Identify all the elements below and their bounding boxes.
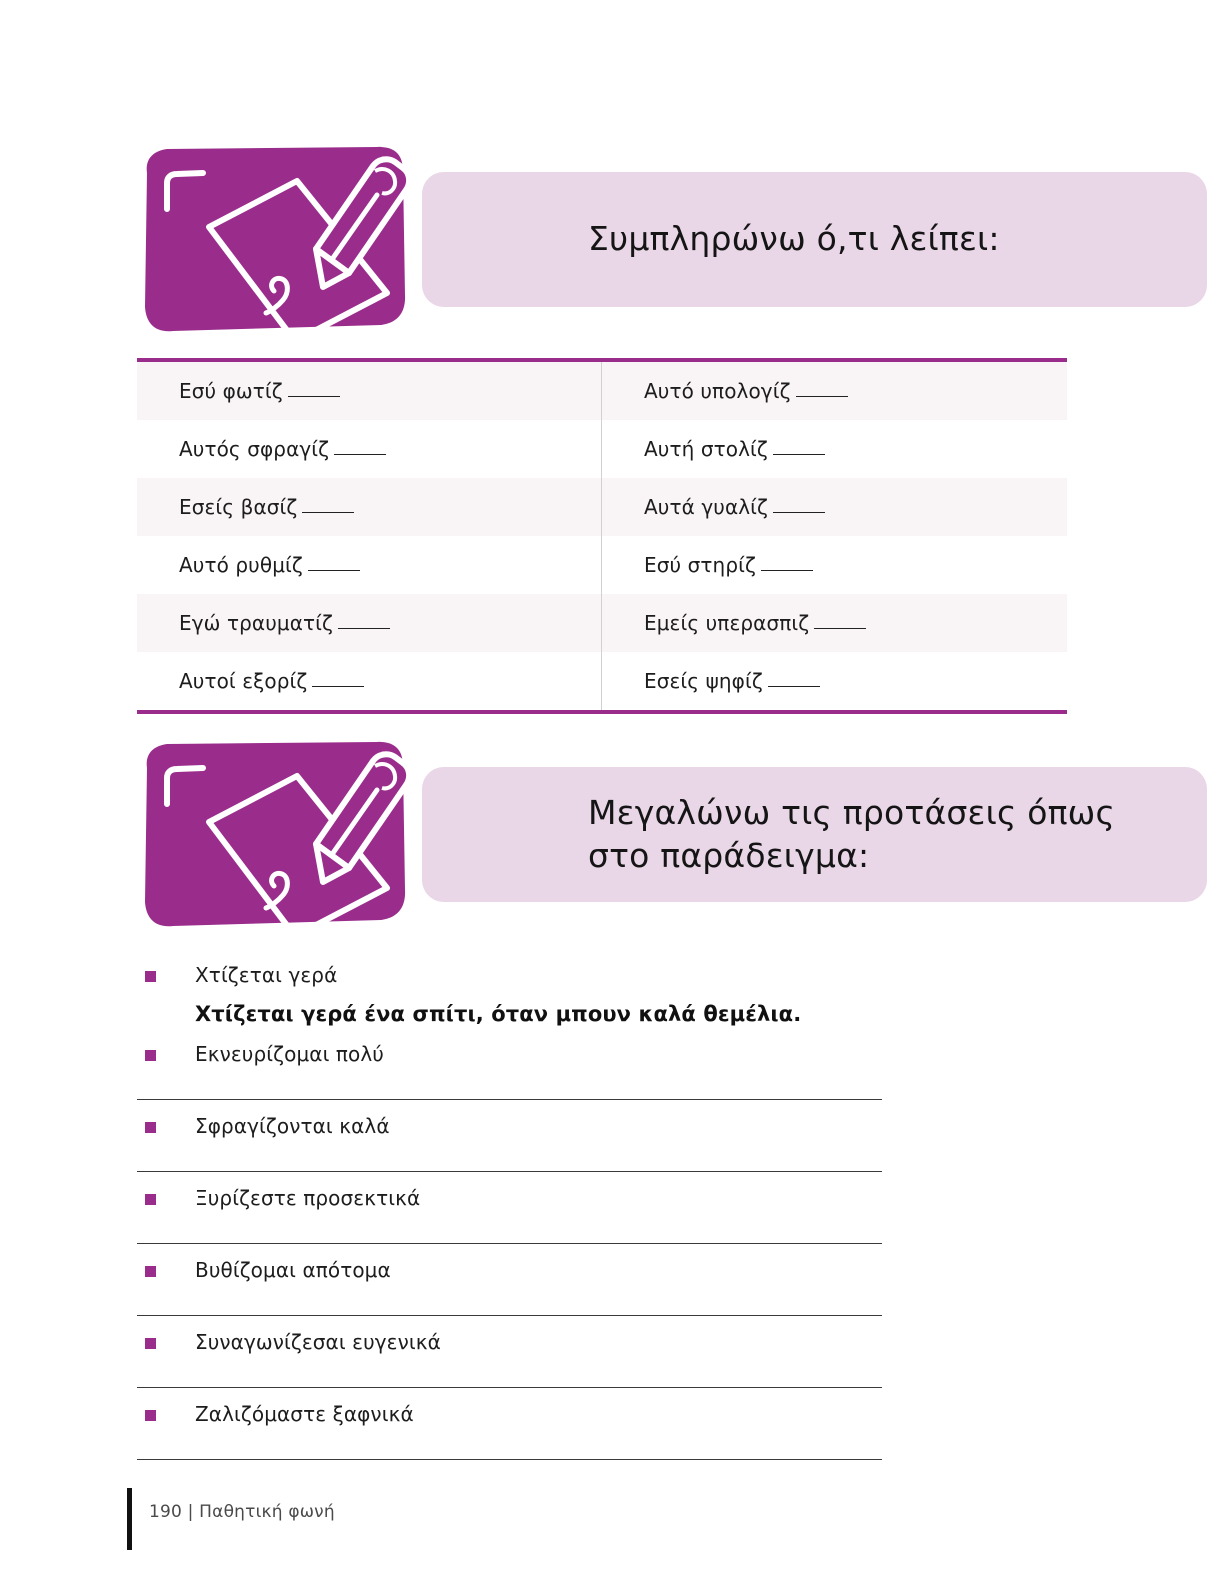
table-cell[interactable] — [137, 362, 602, 420]
list-item — [137, 963, 882, 1042]
table-cell[interactable] — [137, 478, 602, 536]
answer-line[interactable] — [137, 1387, 882, 1388]
fill-in-blank[interactable] — [334, 441, 386, 455]
answer-line[interactable] — [137, 1099, 882, 1100]
table-cell[interactable] — [602, 536, 1067, 594]
verb-prompt: Αυτό υπολογίζ — [644, 379, 791, 403]
table-cell[interactable] — [602, 478, 1067, 536]
verb-prompt: Αυτό ρυθμίζ — [179, 553, 303, 577]
list-item — [137, 1114, 882, 1172]
table-cell[interactable] — [602, 362, 1067, 420]
list-item — [137, 1186, 882, 1244]
section-banner-2 — [422, 767, 1207, 902]
footer-accent-bar — [127, 1488, 132, 1550]
table-row — [137, 478, 1067, 536]
table-cell[interactable] — [137, 594, 602, 652]
footer-label: 190 | Παθητική φωνή — [149, 1502, 335, 1522]
fill-in-blank[interactable] — [796, 383, 848, 397]
section-header-2 — [137, 740, 1116, 935]
table-row — [137, 652, 1067, 710]
section-banner-1 — [422, 172, 1207, 307]
spacer — [137, 1026, 882, 1042]
verb-prompt: Εσείς βασίζ — [179, 495, 298, 519]
exercise-prompt: Βυθίζομαι απότομα — [195, 1258, 391, 1282]
list-item — [137, 1402, 882, 1460]
list-item — [137, 1258, 882, 1316]
verb-prompt: Αυτή στολίζ — [644, 437, 768, 461]
fill-in-blank[interactable] — [302, 499, 354, 513]
fill-in-blank[interactable] — [768, 673, 820, 687]
page-footer — [127, 1488, 335, 1550]
fill-in-blank[interactable] — [761, 557, 813, 571]
verb-prompt: Αυτοί εξορίζ — [179, 669, 308, 693]
exercise-prompt: Ξυρίζεστε προσεκτικά — [195, 1186, 421, 1210]
table-cell[interactable] — [137, 536, 602, 594]
table-row — [137, 420, 1067, 478]
pencil-writing-on-paper-icon — [137, 740, 413, 936]
fill-in-blank[interactable] — [814, 615, 866, 629]
answer-line[interactable] — [137, 1171, 882, 1172]
exercise-prompt: Εκνευρίζομαι πολύ — [195, 1042, 384, 1066]
table-cell[interactable] — [602, 594, 1067, 652]
section-header-1 — [137, 145, 1067, 340]
fill-in-blank[interactable] — [312, 673, 364, 687]
answer-line[interactable] — [137, 1459, 882, 1460]
exercise-example-sentence: Χτίζεται γερά ένα σπίτι, όταν μπουν καλά θεμέλια. — [195, 1002, 802, 1026]
verb-prompt: Εγώ τραυματίζ — [179, 611, 333, 635]
bullet-square-icon — [145, 1410, 156, 1421]
answer-line[interactable] — [137, 1315, 882, 1316]
pencil-writing-on-paper-icon — [137, 145, 413, 341]
fill-in-blank[interactable] — [773, 499, 825, 513]
section-title-2: Μεγαλώνω τις προτάσεις όπως στο παράδειγμα: — [588, 793, 1116, 875]
exercise-prompt: Συναγωνίζεσαι ευγενικά — [195, 1330, 441, 1354]
fill-in-blank[interactable] — [773, 441, 825, 455]
list-item — [137, 1330, 882, 1388]
table-cell[interactable] — [602, 420, 1067, 478]
bullet-square-icon — [145, 1050, 156, 1061]
fill-in-blank[interactable] — [308, 557, 360, 571]
exercise-prompt: Σφραγίζονται καλά — [195, 1114, 390, 1138]
table-cell[interactable] — [602, 652, 1067, 710]
bullet-square-icon — [145, 1338, 156, 1349]
sentence-expansion-list — [137, 963, 882, 1460]
bullet-square-icon — [145, 1266, 156, 1277]
verb-prompt: Εμείς υπερασπιζ — [644, 611, 810, 635]
verb-prompt: Εσύ στηρίζ — [644, 553, 756, 577]
verb-fill-in-table — [137, 358, 1067, 714]
table-cell[interactable] — [137, 420, 602, 478]
section-title-1: Συμπληρώνω ό,τι λείπει: — [588, 219, 1000, 259]
bullet-square-icon — [145, 1194, 156, 1205]
list-item — [137, 1042, 882, 1100]
bullet-square-icon — [145, 971, 156, 982]
exercise-prompt: Χτίζεται γερά — [195, 963, 338, 987]
table-row — [137, 536, 1067, 594]
verb-prompt: Αυτός σφραγίζ — [179, 437, 330, 461]
table-row — [137, 594, 1067, 652]
table-row — [137, 362, 1067, 420]
exercise-prompt: Ζαλιζόμαστε ξαφνικά — [195, 1402, 414, 1426]
fill-in-blank[interactable] — [338, 615, 390, 629]
fill-in-blank[interactable] — [288, 383, 340, 397]
verb-prompt: Εσείς ψηφίζ — [644, 669, 763, 693]
bullet-square-icon — [145, 1122, 156, 1133]
answer-line[interactable] — [137, 1243, 882, 1244]
verb-prompt: Εσύ φωτίζ — [179, 379, 283, 403]
verb-prompt: Αυτά γυαλίζ — [644, 495, 769, 519]
table-cell[interactable] — [137, 652, 602, 710]
